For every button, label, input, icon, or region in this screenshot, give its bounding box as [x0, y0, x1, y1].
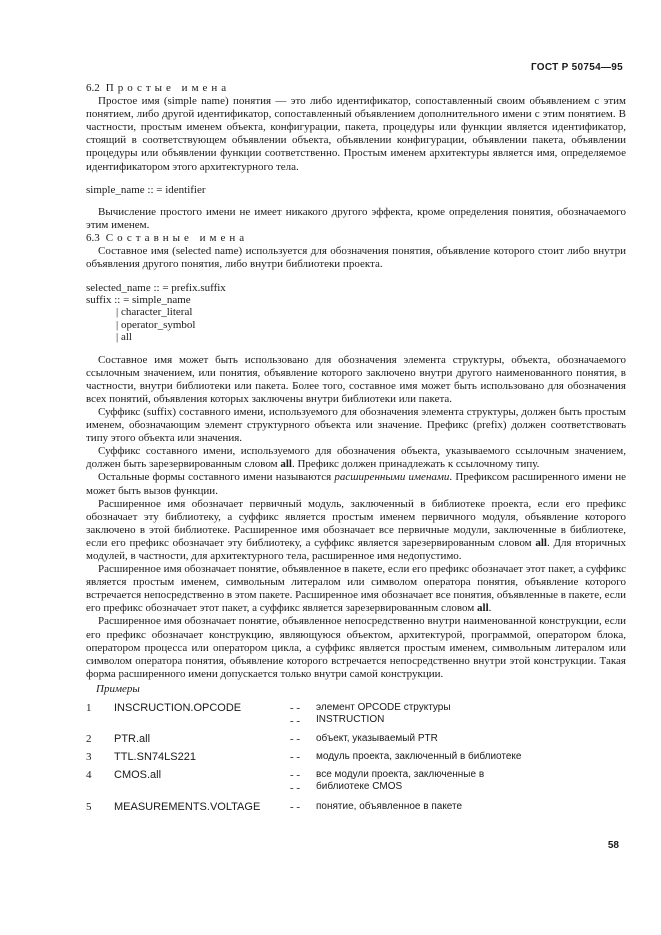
section-6-2-heading [86, 82, 626, 95]
example-description: понятие, объявленное в пакете [316, 800, 463, 812]
example-name: PTR.all [114, 733, 151, 746]
example-name: TTL.SN74LS221 [114, 751, 196, 764]
section-6-3-heading [86, 232, 626, 245]
section-number: 6.2 [86, 82, 100, 94]
paragraph: Расширенное имя обозначает понятие, объявленное в пакете, если его префикс обозначает этот пакет, а суффикс является простым именем, символьным литералом или символом оператора понятия, объявление которого встречается непосредственно в этом пакете. Расширенное имя обозначает все понятия, объявленные в пакете, если его префикс обозначает этот пакет, а суффикс является зарезервированным словом all. [86, 563, 626, 615]
paragraph: Расширенное имя обозначает понятие, объявленное непосредственно внутри наименованной конструкции, если его префикс обозначает конструкцию, являющуюся объектом, архитектурой, программой, оператором блока, оператором процесса или оператором цикла, а суффикс является простым именем, символьным литералом или символом оператора понятия, объявление которого встречается непосредственно внутри этой конструкции. Такая форма расширенного имени допускается только внутри самой конструкции. [86, 615, 626, 680]
example-name: CMOS.all [114, 769, 162, 782]
example-number: 1 [86, 702, 92, 714]
example-description: библиотеке CMOS [316, 780, 403, 792]
page-body [86, 82, 626, 819]
paragraph: Простое имя (simple name) понятия — это либо идентификатор, сопоставленный своим объявлением с этим понятием, либо другой идентификатор, сопоставленный объявлением дополнительного имени с этим понятием. В частности, простым именем объекта, конфигурации, пакета, процедуры или функции является идентификатор, стоящий в соответствующем объявлении объекта, объявлении конфигурации, объявлении пакета, объявлении процедуры или объявлении функции соответственно. Простым именем архитектуры является имя, определяемое идентификатором этого архитектурного тела. [86, 95, 626, 173]
syntax-line: | all [116, 331, 132, 344]
example-name: INSCRUCTION.OPCODE [114, 702, 242, 714]
section-title: Составные имена [105, 232, 249, 245]
section-number: 6.3 [86, 232, 100, 245]
example-name: MEASUREMENTS.VOLTAGE [114, 800, 261, 813]
paragraph: Составное имя может быть использовано для обозначения элемента структуры, объекта, обозначаемого ссылочным значением, или понятия, объявление которого заключено внутри другого наименованного понятия, в частности, внутри библиотеки или пакета. Более того, составное имя может быть использовано для обозначения всех понятий, объявления которых заключены внутри библиотеки или пакета. [86, 353, 626, 405]
example-row [86, 769, 626, 795]
example-description: модуль проекта, заключенный в библиотеке [316, 751, 522, 763]
example-description: объект, указываемый PTR [316, 733, 438, 745]
examples-title: Примеры [96, 682, 140, 695]
comment-dash: - - [290, 800, 301, 813]
syntax-line: simple_name :: = identifier [86, 183, 206, 196]
syntax-block [86, 282, 626, 344]
syntax-line: suffix :: = simple_name [86, 293, 191, 306]
comment-dash: - - [290, 733, 301, 746]
paragraph: Расширенное имя обозначает первичный модуль, заключенный в библиотеке проекта, если его префикс обозначает эту библиотеку, а суффикс является простым именем первичного модуля, объявление которого заключено в этой библиотеке. Расширенное имя обозначает все первичные модули, заключенные в библиотеке, если его префикс обозначает эту библиотеку, а суффикс является зарезервированным словом all. Для вторичных модулей, в частности, для архитектурного тела, расширенное имя недопустимо. [86, 497, 626, 562]
example-row [86, 702, 626, 728]
syntax-line: selected_name :: = prefix.suffix [86, 281, 226, 294]
comment-dash: - - [290, 715, 301, 728]
emphasis-term: расширенными именами [334, 471, 450, 484]
page-number: 58 [607, 840, 619, 851]
paragraph: Суффикс составного имени, используемого для обозначения объекта, указываемого ссылочным значением, должен быть зарезервированным словом all. Префикс должен принадлежать к ссылочному типу. [86, 445, 626, 471]
example-row [86, 801, 626, 814]
example-row [86, 751, 626, 764]
syntax-line: | operator_symbol [116, 318, 196, 331]
paragraph: Составное имя (selected name) используется для обозначения понятия, объявление которого стоит либо внутри объявления другого понятия, либо внутри библиотеки проекта. [86, 245, 626, 271]
comment-dash: - - [290, 702, 301, 714]
example-number: 5 [86, 800, 92, 813]
keyword-all: all [535, 536, 547, 549]
example-description: INSTRUCTION [316, 713, 385, 725]
standard-header: ГОСТ Р 50754—95 [530, 62, 623, 73]
example-number: 4 [86, 769, 92, 782]
paragraph: Вычисление простого имени не имеет никакого другого эффекта, кроме определения понятия, обозначаемого этим именем. [86, 206, 626, 232]
example-number: 3 [86, 751, 92, 764]
keyword-all: all [280, 458, 292, 471]
keyword-all: all [477, 602, 489, 615]
syntax-block [86, 184, 626, 196]
paragraph: Суффикс (suffix) составного имени, используемого для обозначения элемента структуры, должен быть простым именем, обозначающим элемент структурного объекта или значение. Префикс (prefix) должен соответствовать типу этого объекта или значения. [86, 405, 626, 445]
comment-dash: - - [290, 769, 301, 782]
example-description: элемент OPCODE структуры [316, 702, 451, 713]
section-title: Простые имена [105, 82, 231, 94]
syntax-line: | character_literal [116, 306, 193, 319]
comment-dash: - - [290, 751, 301, 764]
example-row [86, 733, 626, 746]
paragraph: Остальные формы составного имени называются расширенными именами. Префиксом расширенного имени не может быть вызов функции. [86, 471, 626, 497]
comment-dash: - - [290, 782, 301, 795]
example-description: все модули проекта, заключенные в [316, 769, 485, 781]
example-number: 2 [86, 733, 92, 746]
